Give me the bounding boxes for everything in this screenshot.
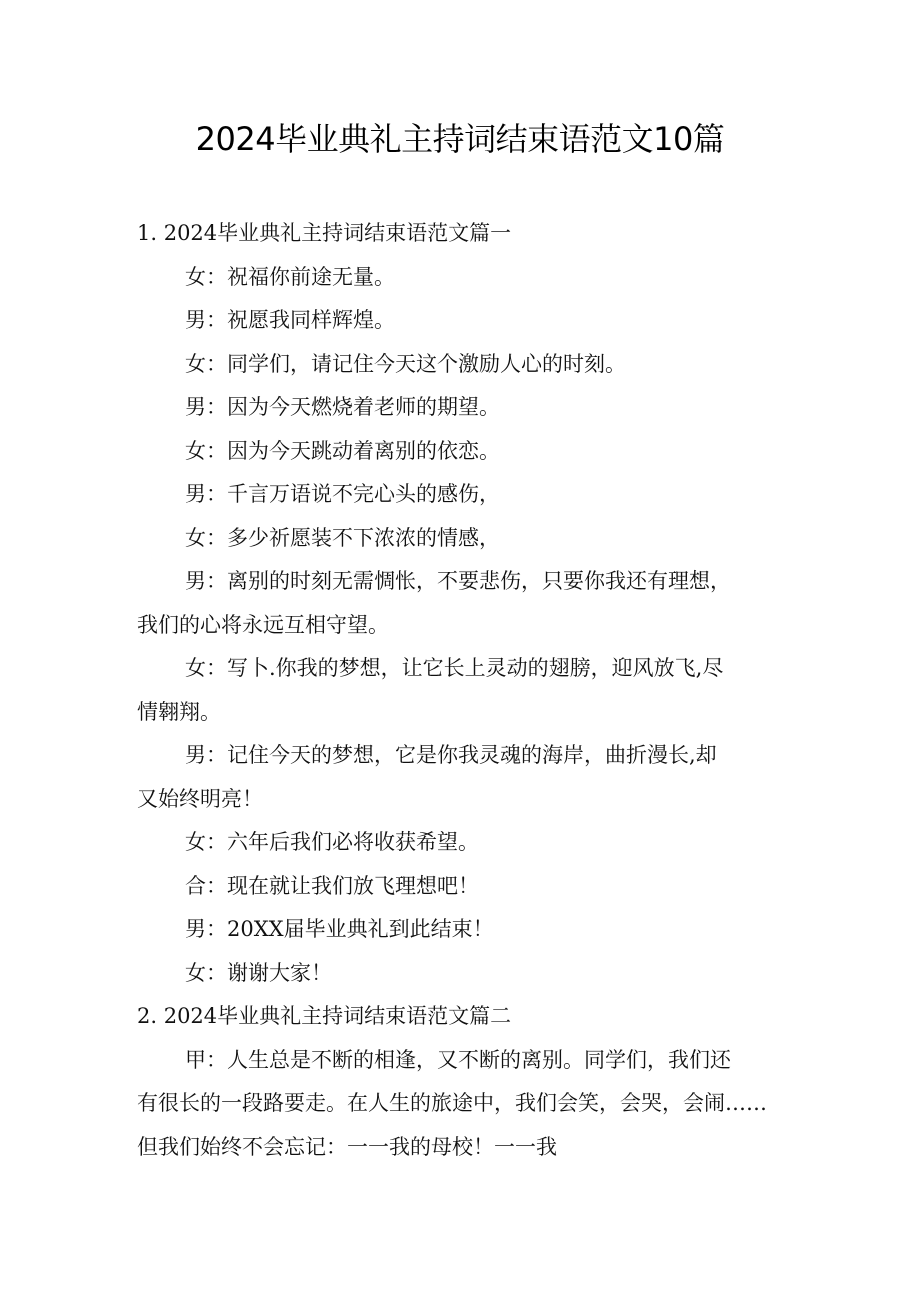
dialogue-line: 男：记住今天的梦想，它是你我灵魂的海岸，曲折漫长,却 (185, 743, 717, 767)
dialogue-line: 男：20XX届毕业典礼到此结束！ (185, 917, 494, 941)
dialogue-line: 女：谢谢大家！ (185, 960, 332, 985)
document-body (137, 212, 787, 1169)
dialogue-line: 男：离别的时刻无需惆怅，不要悲伤，只要你我还有理想， (185, 569, 731, 593)
dialogue-line-continued: 我们的心将永远互相守望。 (137, 612, 389, 637)
dialogue-line: 男：因为今天燃烧着老师的期望。 (185, 395, 500, 419)
dialogue-line: 甲：人生总是不断的相逢，又不断的离别。同学们，我们还 (185, 1047, 731, 1072)
dialogue-line: 女：写卜.你我的梦想，让它长上灵动的翅膀，迎风放飞,尽 (185, 656, 724, 680)
document-title: 2024毕业典礼主持词结束语范文10篇 (195, 120, 725, 158)
section-heading: 2. 2024毕业典礼主持词结束语范文篇二 (137, 1004, 512, 1028)
dialogue-line: 男：千言万语说不完心头的感伤， (185, 482, 500, 506)
dialogue-line: 男：祝愿我同样辉煌。 (185, 308, 395, 332)
dialogue-line: 女：多少祈愿装不下浓浓的情感， (185, 525, 500, 550)
dialogue-line: 合：现在就让我们放飞理想吧！ (185, 873, 479, 898)
dialogue-line: 女：祝福你前途无量。 (185, 264, 395, 289)
dialogue-line: 女：六年后我们必将收获希望。 (185, 830, 479, 854)
dialogue-line-continued: 有很长的一段路要走。在人生的旅途中，我们会笑，会哭，会闹…… (137, 1091, 767, 1115)
dialogue-line-continued: 但我们始终不会忘记：一一我的母校！一一我 (137, 1134, 557, 1159)
dialogue-line: 女：因为今天跳动着离别的依恋。 (185, 438, 500, 463)
dialogue-line-continued: 情翱翔。 (137, 699, 221, 724)
section-heading: 1. 2024毕业典礼主持词结束语范文篇一 (137, 221, 512, 245)
dialogue-line-continued: 又始终明亮！ (137, 786, 263, 811)
dialogue-line: 女：同学们，请记住今天这个激励人心的时刻。 (185, 351, 626, 376)
